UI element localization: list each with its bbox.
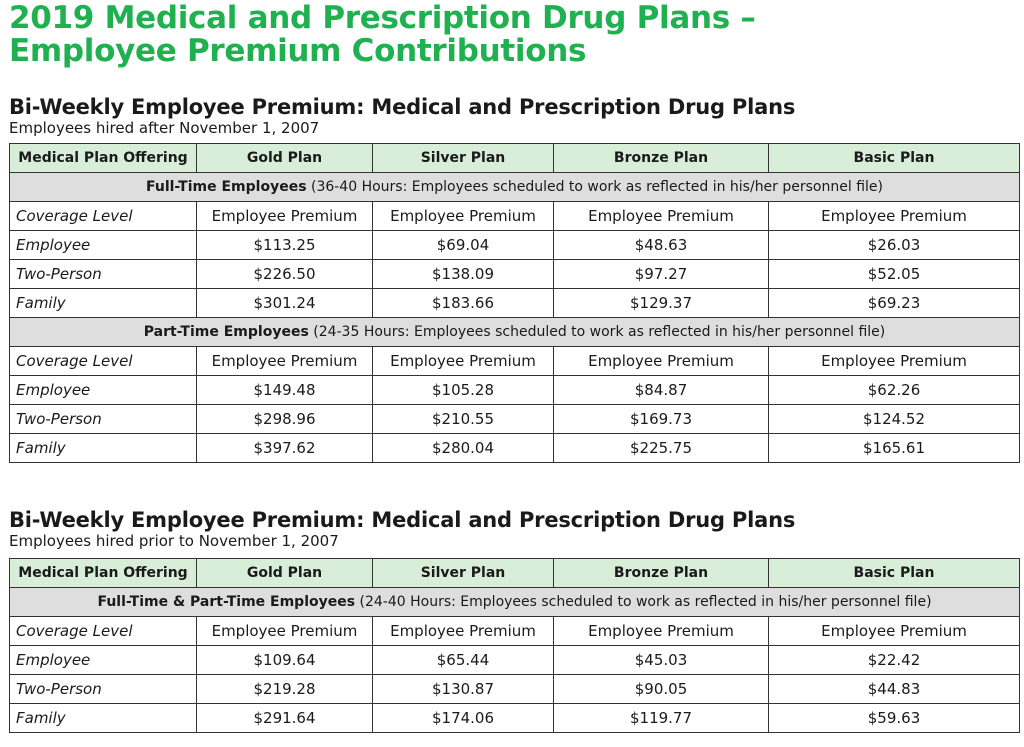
column-header: Silver Plan — [373, 559, 554, 588]
premium-label: Employee Premium — [373, 347, 554, 376]
group-title-cell — [10, 173, 1020, 202]
premium-label: Employee Premium — [373, 617, 554, 646]
group-note: (24-35 Hours: Employees scheduled to work as reflected in his/her personnel file) — [308, 324, 886, 340]
column-header: Medical Plan Offering — [10, 144, 197, 173]
section-heading: Bi-Weekly Employee Premium: Medical and Prescription Drug Plans — [9, 95, 796, 119]
column-header: Medical Plan Offering — [10, 559, 197, 588]
premium-label: Employee Premium — [197, 202, 373, 231]
page-title-line-2: Employee Premium Contributions — [9, 33, 587, 69]
premium-value: $105.28 — [373, 376, 554, 405]
premium-value: $69.04 — [373, 231, 554, 260]
premium-value: $124.52 — [769, 405, 1020, 434]
premium-label: Employee Premium — [554, 617, 769, 646]
column-header: Basic Plan — [769, 559, 1020, 588]
premium-value: $22.42 — [769, 646, 1020, 675]
row-label: Two-Person — [10, 260, 197, 289]
group-header-row — [10, 173, 1020, 202]
premium-value: $226.50 — [197, 260, 373, 289]
premium-label: Employee Premium — [769, 617, 1020, 646]
premium-value: $210.55 — [373, 405, 554, 434]
premium-value: $59.63 — [769, 704, 1020, 733]
premium-value: $65.44 — [373, 646, 554, 675]
table-row — [10, 646, 1020, 675]
premium-value: $149.48 — [197, 376, 373, 405]
table-row — [10, 260, 1020, 289]
row-label: Employee — [10, 231, 197, 260]
premium-value: $90.05 — [554, 675, 769, 704]
table-header-row — [10, 144, 1020, 173]
coverage-level-row — [10, 617, 1020, 646]
group-title: Full-Time Employees — [146, 179, 307, 195]
group-header-row — [10, 588, 1020, 617]
column-header: Bronze Plan — [554, 559, 769, 588]
row-label: Family — [10, 289, 197, 318]
group-note: (36-40 Hours: Employees scheduled to work as reflected in his/her personnel file) — [306, 179, 883, 195]
coverage-level-row — [10, 347, 1020, 376]
group-title: Full-Time & Part-Time Employees — [97, 594, 356, 610]
table-row — [10, 434, 1020, 463]
premium-value: $62.26 — [769, 376, 1020, 405]
coverage-level-label: Coverage Level — [10, 617, 197, 646]
premium-value: $298.96 — [197, 405, 373, 434]
row-label: Employee — [10, 646, 197, 675]
coverage-level-label: Coverage Level — [10, 202, 197, 231]
row-label: Employee — [10, 376, 197, 405]
premium-label: Employee Premium — [373, 202, 554, 231]
coverage-level-label: Coverage Level — [10, 347, 197, 376]
premium-value: $26.03 — [769, 231, 1020, 260]
coverage-level-row — [10, 202, 1020, 231]
page-title-line-1: 2019 Medical and Prescription Drug Plans – — [9, 0, 756, 36]
group-title-cell — [10, 588, 1020, 617]
premium-label: Employee Premium — [769, 202, 1020, 231]
group-title-cell — [10, 318, 1020, 347]
table-row — [10, 675, 1020, 704]
premium-value: $219.28 — [197, 675, 373, 704]
table-row — [10, 376, 1020, 405]
premium-table — [9, 143, 1020, 463]
column-header: Silver Plan — [373, 144, 554, 173]
premium-label: Employee Premium — [554, 347, 769, 376]
premium-value: $45.03 — [554, 646, 769, 675]
table-row — [10, 405, 1020, 434]
table-header-row — [10, 559, 1020, 588]
premium-value: $183.66 — [373, 289, 554, 318]
premium-value: $69.23 — [769, 289, 1020, 318]
group-note: (24-40 Hours: Employees scheduled to work as reflected in his/her personnel file) — [355, 594, 932, 610]
section-heading: Bi-Weekly Employee Premium: Medical and Prescription Drug Plans — [9, 508, 796, 532]
section-subheading: Employees hired prior to November 1, 2007 — [9, 532, 339, 550]
premium-section-prior-2007 — [9, 508, 1019, 733]
premium-value: $84.87 — [554, 376, 769, 405]
premium-value: $109.64 — [197, 646, 373, 675]
row-label: Two-Person — [10, 405, 197, 434]
column-header: Gold Plan — [197, 559, 373, 588]
column-header: Gold Plan — [197, 144, 373, 173]
premium-label: Employee Premium — [769, 347, 1020, 376]
page-title — [9, 2, 756, 68]
premium-value: $48.63 — [554, 231, 769, 260]
group-title: Part-Time Employees — [143, 324, 309, 340]
premium-value: $138.09 — [373, 260, 554, 289]
premium-value: $119.77 — [554, 704, 769, 733]
premium-section-after-2007 — [9, 95, 1019, 463]
premium-label: Employee Premium — [554, 202, 769, 231]
table-row — [10, 704, 1020, 733]
row-label: Two-Person — [10, 675, 197, 704]
premium-value: $52.05 — [769, 260, 1020, 289]
table-row — [10, 231, 1020, 260]
section-subheading: Employees hired after November 1, 2007 — [9, 119, 320, 137]
premium-value: $44.83 — [769, 675, 1020, 704]
row-label: Family — [10, 704, 197, 733]
premium-value: $129.37 — [554, 289, 769, 318]
premium-value: $291.64 — [197, 704, 373, 733]
premium-value: $301.24 — [197, 289, 373, 318]
premium-value: $174.06 — [373, 704, 554, 733]
premium-table — [9, 558, 1020, 733]
premium-value: $165.61 — [769, 434, 1020, 463]
premium-label: Employee Premium — [197, 617, 373, 646]
column-header: Bronze Plan — [554, 144, 769, 173]
premium-value: $130.87 — [373, 675, 554, 704]
premium-value: $280.04 — [373, 434, 554, 463]
premium-value: $225.75 — [554, 434, 769, 463]
group-header-row — [10, 318, 1020, 347]
premium-value: $169.73 — [554, 405, 769, 434]
premium-value: $113.25 — [197, 231, 373, 260]
row-label: Family — [10, 434, 197, 463]
column-header: Basic Plan — [769, 144, 1020, 173]
premium-label: Employee Premium — [197, 347, 373, 376]
premium-value: $97.27 — [554, 260, 769, 289]
premium-value: $397.62 — [197, 434, 373, 463]
table-row — [10, 289, 1020, 318]
